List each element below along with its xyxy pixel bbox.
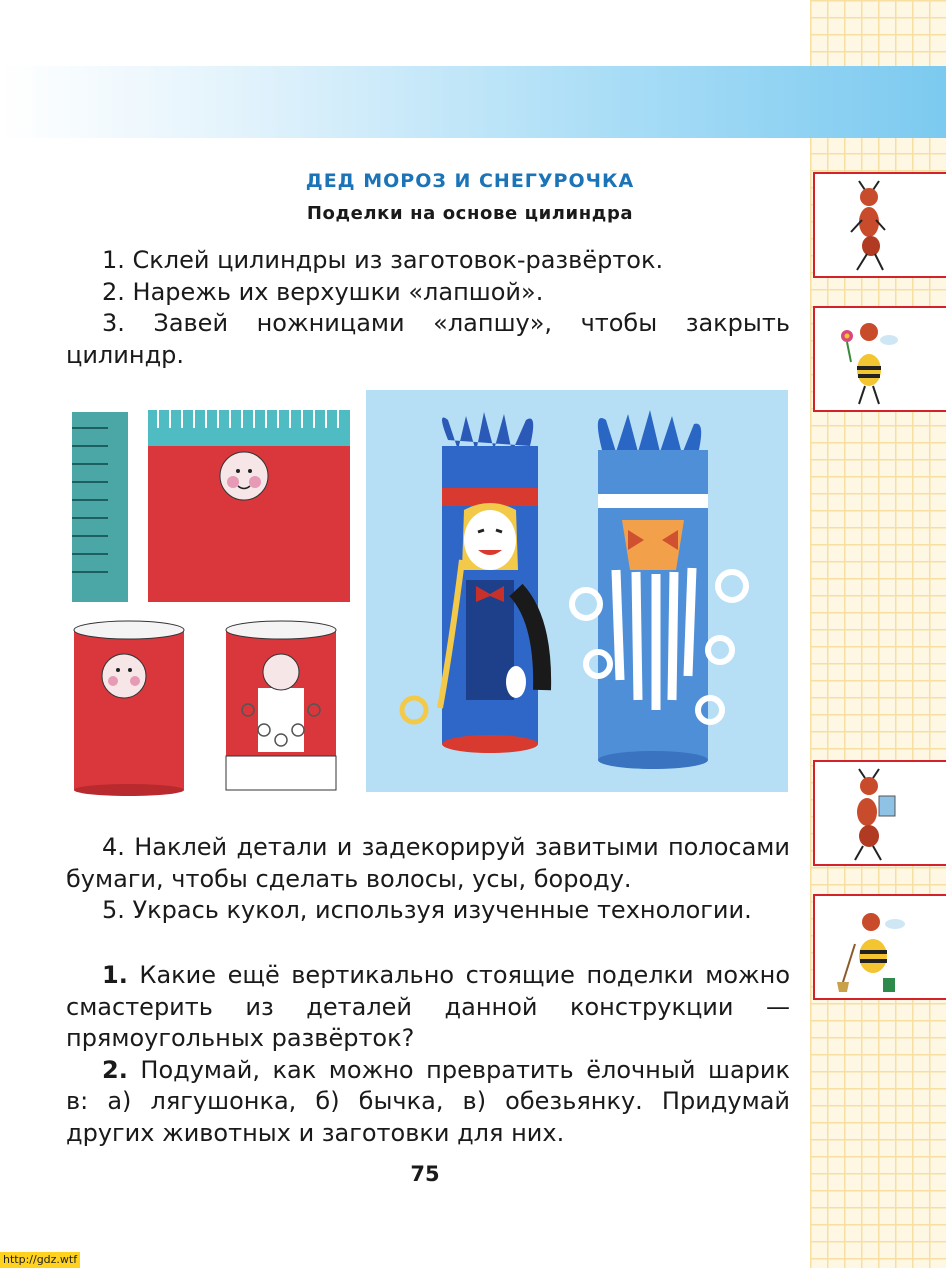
footer-link[interactable]: http://gdz.wtf bbox=[0, 1252, 80, 1268]
side-card-bee-flower bbox=[813, 306, 946, 412]
template-sheet-illustration bbox=[68, 398, 358, 608]
question-1-text: Какие ещё вертикально стоящие поделки можно смастерить из деталей данной конструкции — прямоугольных развёрток? bbox=[66, 961, 790, 1052]
question-1-number: 1. bbox=[102, 961, 128, 989]
step-4: 4. Наклей детали и задекорируй завитыми полосами бумаги, чтобы сделать волосы, усы, бороду. bbox=[66, 833, 790, 893]
question-1 bbox=[66, 960, 790, 1055]
side-card-ant-book bbox=[813, 760, 946, 866]
question-2-text: Подумай, как можно превратить ёлочный шарик в: а) лягушонка, б) бычка, в) обезьянку. Придумай других животных и заготовки для них. bbox=[66, 1055, 790, 1147]
side-card-bee-broom bbox=[813, 894, 946, 1000]
step-3: 3. Завей ножницами «лапшу», чтобы закрыть цилиндр. bbox=[66, 309, 790, 369]
question-2-number: 2. bbox=[102, 1055, 128, 1084]
bee-sweeping-icon bbox=[835, 902, 915, 996]
question-2 bbox=[66, 1055, 790, 1150]
finished-dolls-photo bbox=[366, 390, 788, 792]
ant-with-book-icon bbox=[835, 768, 905, 862]
bee-with-flower-icon bbox=[835, 314, 905, 408]
page-subtitle: Поделки на основе цилиндра bbox=[306, 203, 634, 224]
step-5: 5. Укрась кукол, используя изученные технологии. bbox=[102, 896, 752, 924]
questions-block bbox=[66, 960, 790, 1149]
step-1: 1. Склей цилиндры из заготовок-развёрток. bbox=[102, 246, 664, 274]
page-title: ДЕД МОРОЗ И СНЕГУРОЧКА bbox=[305, 170, 635, 192]
header-banner bbox=[0, 66, 946, 138]
steps-top bbox=[66, 245, 790, 371]
small-cylinders-illustration bbox=[68, 618, 358, 796]
step-2: 2. Нарежь их верхушки «лапшой». bbox=[102, 277, 544, 306]
page-number: 75 bbox=[410, 1162, 440, 1186]
steps-bottom bbox=[66, 832, 790, 927]
side-card-ant bbox=[813, 172, 946, 278]
ant-standing-icon bbox=[835, 180, 905, 274]
